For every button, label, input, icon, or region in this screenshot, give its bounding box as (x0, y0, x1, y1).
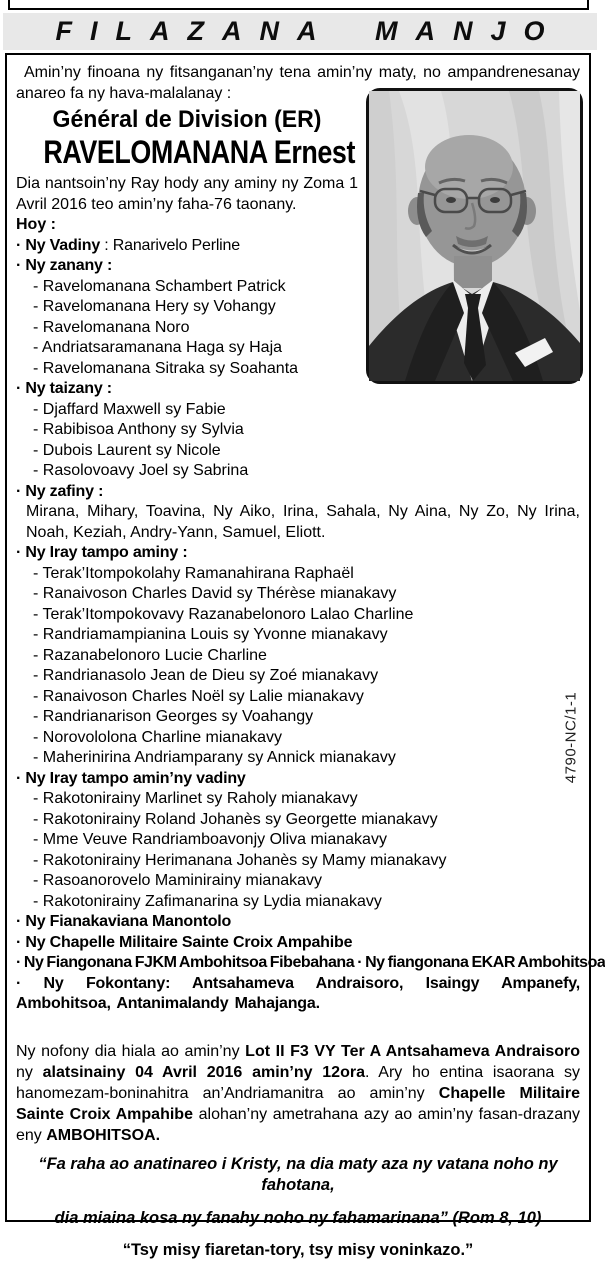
section-value: : Ranarivelo Perline (100, 236, 240, 254)
family-member-item: - Ravelomanana Hery sy Vohangy (16, 297, 358, 318)
section-label: Ny Iray tampo amin’ny vadiny (25, 769, 246, 787)
family-member-item: - Rakotonirainy Roland Johanès sy Georgette mianakavy (16, 810, 580, 831)
section-label: Ny zafiny : (25, 482, 104, 500)
closing-bold-segment: alatsinainy 04 Avril 2016 amin’ny 12ora (42, 1063, 365, 1081)
family-member-item: - Andriatsaramanana Haga sy Haja (16, 338, 358, 359)
family-section-paragraph: Mirana, Mihary, Toavina, Ny Aiko, Irina, Sahala, Ny Aina, Ny Zo, Ny Irina, Noah, Keziah, Andry-Yann, Samuel, Eliott. (26, 503, 580, 541)
family-member-item: - Dubois Laurent sy Nicole (16, 441, 580, 462)
masthead-band (3, 13, 597, 50)
closing-bold-segment: AMBOHITSOA. (46, 1126, 161, 1144)
family-sections-beside (16, 236, 358, 380)
section-label: Ny Fokontany: Antsahameva Andraisoro, Isaingy Ampanefy, Ambohitsoa, Antanimalandy Mahajanga. (16, 974, 580, 1012)
family-member-item: - Mme Veuve Randriamboavonjy Oliva mianakavy (16, 830, 580, 851)
bible-verse-line1: “Fa raha ao anatinareo i Kristy, na dia maty aza ny vatana noho ny fahotana, (38, 1154, 558, 1194)
closing-text-segment: alohan’ny ametrahana azy ao amin’ny fasan-drazany eny (16, 1105, 580, 1144)
masthead-title: FILAZANA MANJO (55, 16, 563, 46)
family-member-item: - Norovololona Charline mianakavy (16, 728, 580, 749)
family-member-item: - Randrianarison Georges sy Voahangy (16, 707, 580, 728)
family-member-item: - Djaffard Maxwell sy Fabie (16, 400, 580, 421)
family-member-item: - Rasoanorovelo Maminirainy mianakavy (16, 871, 580, 892)
family-member-item: - Razanabelonoro Lucie Charline (16, 646, 580, 667)
family-member-item: - Terak’Itompokolahy Ramanahirana Raphaël (16, 564, 580, 585)
family-member-item: - Rakotonirainy Herimanana Johanès sy Mamy mianakavy (16, 851, 580, 872)
section-label: Ny Chapelle Militaire Sainte Croix Ampahibe (25, 933, 353, 951)
family-member-item: - Ranaivoson Charles Noël sy Lalie mianakavy (16, 687, 580, 708)
family-member-item: - Ravelomanana Schambert Patrick (16, 277, 358, 298)
family-section-heading (16, 933, 580, 954)
family-member-item: - Maherinirina Andriamparany sy Annick mianakavy (16, 748, 580, 769)
closing-text-segment: ny (16, 1063, 43, 1081)
section-label: Ny Fianakaviana Manontolo (25, 913, 232, 930)
family-member-item: - Rakotonirainy Zafimanarina sy Lydia mianakavy (16, 892, 580, 913)
closing-text-segment: . Ary ho entina isaorana sy hanomezam-boninahitra an’Andriamanitra ao amin’ny (16, 1063, 581, 1102)
family-member-item: - Randrianasolo Jean de Dieu sy Zoé mianakavy (16, 666, 580, 687)
family-section-heading (16, 543, 580, 564)
section-label: Ny taizany : (25, 380, 112, 397)
hoy-label: Hoy : (16, 216, 56, 233)
death-announcement: Dia nantsoin’ny Ray hody any aminy ny Zoma 1 Avril 2016 teo amin’ny faha-76 taonany. (16, 175, 358, 213)
family-member-item: - Ravelomanana Sitraka sy Soahanta (16, 359, 358, 380)
deceased-rank: Général de Division (ER) (52, 106, 322, 133)
spacer (16, 1015, 580, 1041)
intro-paragraph: Amin’ny finoana ny fitsanganan’ny tena amin’ny maty, no ampandrenesanay anareo fa ny hava-malalanay : (16, 64, 580, 102)
family-section-heading (16, 974, 580, 1015)
section-label: Ny zanany : (25, 257, 113, 274)
section-label: Ny Iray tampo aminy : (25, 544, 188, 561)
family-section-heading (16, 236, 358, 257)
epitaph-quote: “Tsy misy fiaretan-tory, tsy misy voninkazo.” (122, 1240, 474, 1259)
closing-text-segment: Ny nofony dia hiala ao amin’ny (16, 1042, 246, 1060)
family-member-item: - Rakotonirainy Marlinet sy Raholy mianakavy (16, 789, 580, 810)
family-member-item: - Randriamampianina Louis sy Yvonne mianakavy (16, 625, 580, 646)
portrait-illustration (369, 91, 580, 381)
bible-verse-line2: dia miaina kosa ny fanahy noho ny fahamarinana” (Rom 8, 10) (54, 1208, 542, 1227)
closing-bold-segment: Chapelle Militaire Sainte Croix Ampahibe (16, 1084, 580, 1123)
previous-ad-box-stub (8, 0, 589, 10)
family-section-heading (16, 953, 605, 974)
deceased-portrait-photo (366, 88, 583, 384)
reference-code-vertical: 4790-NC/1-1 (562, 691, 580, 784)
family-section-heading (16, 769, 580, 790)
family-member-item: - Ranaivoson Charles David sy Thérèse mianakavy (16, 584, 580, 605)
family-member-item: - Rasolovoavy Joel sy Sabrina (16, 461, 580, 482)
family-section-heading (16, 912, 580, 933)
column-beside-photo (16, 107, 358, 379)
section-label: Ny Vadiny (25, 236, 101, 254)
section-label: Ny Fiangonana FJKM Ambohitsoa Fibebahana · Ny fiangonana EKAR Ambohitsoa (23, 954, 605, 971)
burial-details-paragraph (16, 1041, 580, 1146)
family-member-item: - Rabibisoa Anthony sy Sylvia (16, 420, 580, 441)
family-member-item: - Ravelomanana Noro (16, 318, 358, 339)
family-sections-full (16, 379, 605, 1015)
family-member-item: - Terak’Itompokovavy Razanabelonoro Lalao Charline (16, 605, 580, 626)
family-section-heading (16, 482, 580, 503)
deceased-name: RAVELOMANANA Ernest (43, 134, 355, 170)
closing-bold-segment: Lot II F3 VY Ter A Antsahameva Andraisoro (245, 1042, 581, 1060)
family-section-heading (16, 256, 358, 277)
